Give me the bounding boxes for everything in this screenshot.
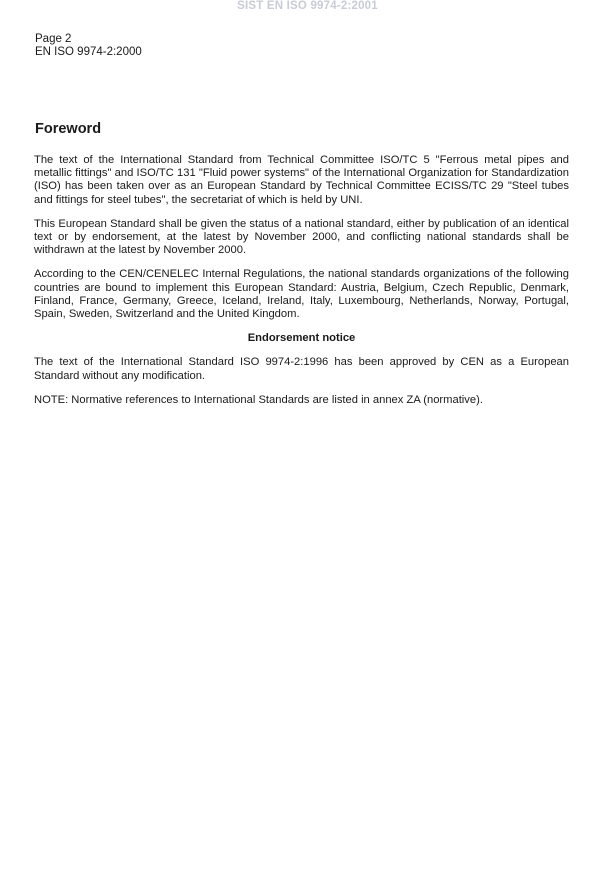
- foreword-paragraph-2: This European Standard shall be given the status of a national standard, either by publication of an identical text or by endorsement, at the latest by November 2000, and conflicting national standards shall be withdrawn at the latest by November 2000.: [34, 217, 569, 257]
- watermark: SIST EN ISO 9974-2:2001: [237, 0, 378, 12]
- page-header: [35, 33, 142, 59]
- page-number: Page 2: [35, 33, 72, 45]
- normative-references-note: NOTE: Normative references to International Standards are listed in annex ZA (normative).: [34, 393, 483, 406]
- document-reference: EN ISO 9974-2:2000: [35, 46, 142, 58]
- document-body: [34, 154, 569, 418]
- endorsement-notice-text: The text of the International Standard ISO 9974-2:1996 has been approved by CEN as a European Standard without any modification.: [34, 356, 569, 382]
- foreword-paragraph-1: The text of the International Standard from Technical Committee ISO/TC 5 "Ferrous metal pipes and metallic fittings" and ISO/TC 131 "Fluid power systems" of the International Organization for Standardization (ISO) has been taken over as an European Standard by Technical Committee ECISS/TC 29 "Steel tubes and fittings for steel tubes", the secretariat of which is held by UNI.: [34, 154, 569, 206]
- foreword-paragraph-3: According to the CEN/CENELEC Internal Regulations, the national standards organizations of the following countries are bound to implement this European Standard: Austria, Belgium, Czech Republic, Denmark, Finland, France, Germany, Greece, Iceland, Ireland, Italy, Luxembourg, Netherlands, Norway, Portugal, Spain, Sweden, Switzerland and the United Kingdom.: [34, 268, 569, 321]
- foreword-heading: Foreword: [35, 121, 102, 137]
- endorsement-notice-heading: Endorsement notice: [247, 332, 356, 345]
